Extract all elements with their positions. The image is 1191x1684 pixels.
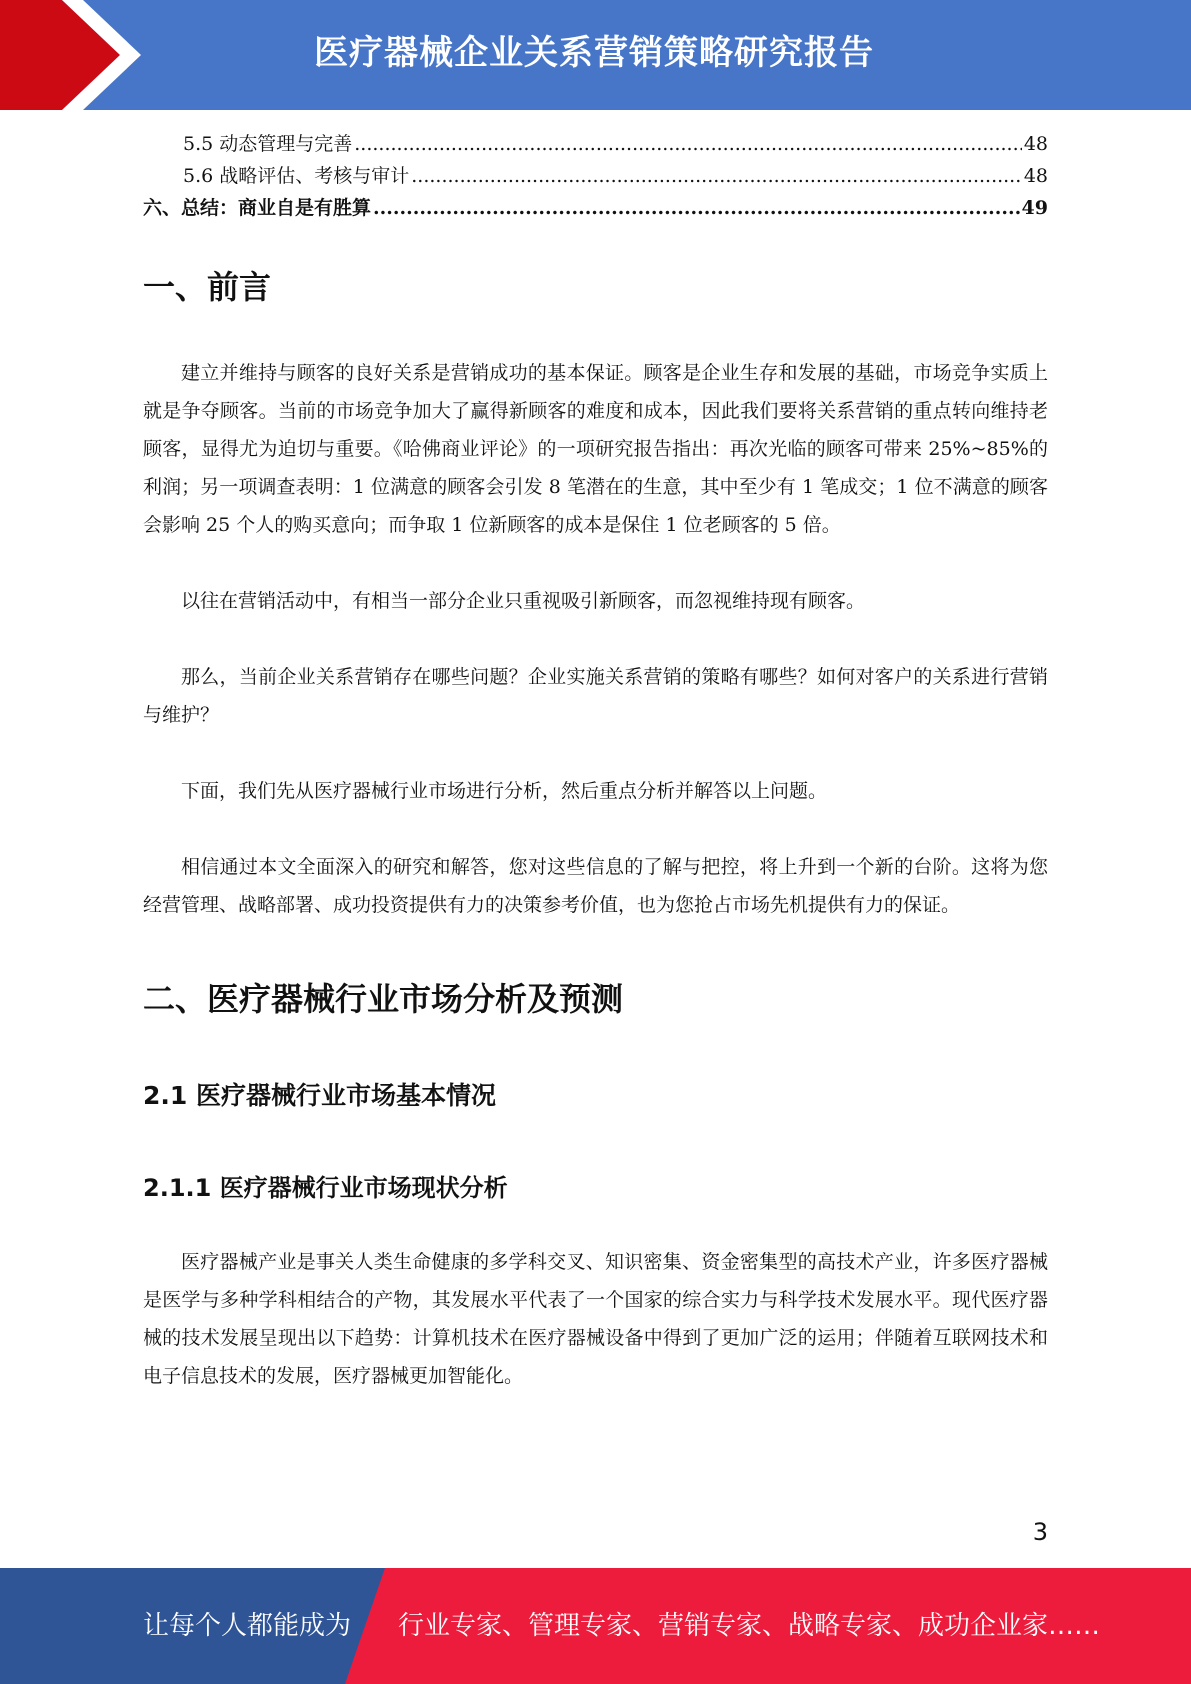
footer-slogan-left: 让每个人都能成为 [143,1611,352,1641]
page-header [0,0,1191,110]
footer-slogan-right: 行业专家、管理专家、营销专家、战略专家、成功企业家…… [398,1611,1101,1641]
header-arrow-graphic [0,0,300,110]
page-number: 3 [1032,1518,1048,1546]
toc-entry-label: 六、总结：商业自是有胜算 [143,197,372,219]
section-heading-preface: 一、前言 [143,268,272,306]
body-paragraph: 医疗器械产业是事关人类生命健康的多学科交叉、知识密集、资金密集型的高技术产业，许多医疗器械是医学与多种学科相结合的产物，其发展水平代表了一个国家的综合实力与科学技术发展水平。现代医疗器械的技术发展呈现出以下趋势：计算机技术在医疗器械设备中得到了更加广泛的运用；伴随着互联网技术和电子信息技术的发展，医疗器械更加智能化。 [143,1251,1048,1387]
table-of-contents [143,128,1048,224]
toc-dot-leader [373,192,1020,224]
toc-entry[interactable] [143,160,1048,192]
page-footer [0,1568,1191,1684]
body-paragraph: 那么，当前企业关系营销存在哪些问题？企业实施关系营销的策略有哪些？如何对客户的关系进行营销与维护？ [143,666,1048,726]
toc-entry-page: 48 [1023,133,1048,155]
section-heading-market: 二、医疗器械行业市场分析及预测 [143,980,624,1018]
toc-dot-leader [354,128,1022,160]
body-paragraph: 以往在营销活动中，有相当一部分企业只重视吸引新顾客，而忽视维持现有顾客。 [181,590,866,612]
report-title: 医疗器械企业关系营销策略研究报告 [314,33,874,73]
body-paragraph: 建立并维持与顾客的良好关系是营销成功的基本保证。顾客是企业生存和发展的基础，市场竞争实质上就是争夺顾客。当前的市场竞争加大了赢得新顾客的难度和成本，因此我们要将关系营销的重点转向维持老顾客，显得尤为迫切与重要。《哈佛商业评论》的一项研究报告指出：再次光临的顾客可带来 25%~85%的利润；另一项调查表明：1 位满意的顾客会引发 8 笔潜在的生意，其中至少有 1 笔成交；1 位不满意的顾客会影响 25 个人的购买意向；而争取 1 位新顾客的成本是保住 1 位老顾客的 5 倍。 [143,362,1048,536]
toc-entry-page: 49 [1021,197,1048,219]
body-paragraph: 下面，我们先从医疗器械行业市场进行分析，然后重点分析并解答以上问题。 [181,780,828,802]
toc-dot-leader [411,160,1022,192]
toc-entry[interactable] [143,192,1048,224]
subsection-heading: 2.1 医疗器械行业市场基本情况 [143,1081,496,1110]
page-content [143,128,1048,1395]
toc-entry[interactable] [143,128,1048,160]
toc-entry-label: 5.6 战略评估、考核与审计 [183,165,410,187]
body-paragraph: 相信通过本文全面深入的研究和解答，您对这些信息的了解与把控，将上升到一个新的台阶。这将为您经营管理、战略部署、成功投资提供有力的决策参考价值，也为您抢占市场先机提供有力的保证。 [143,856,1048,916]
toc-entry-label: 5.5 动态管理与完善 [183,133,353,155]
subsubsection-heading: 2.1.1 医疗器械行业市场现状分析 [143,1174,508,1202]
toc-entry-page: 48 [1023,165,1048,187]
